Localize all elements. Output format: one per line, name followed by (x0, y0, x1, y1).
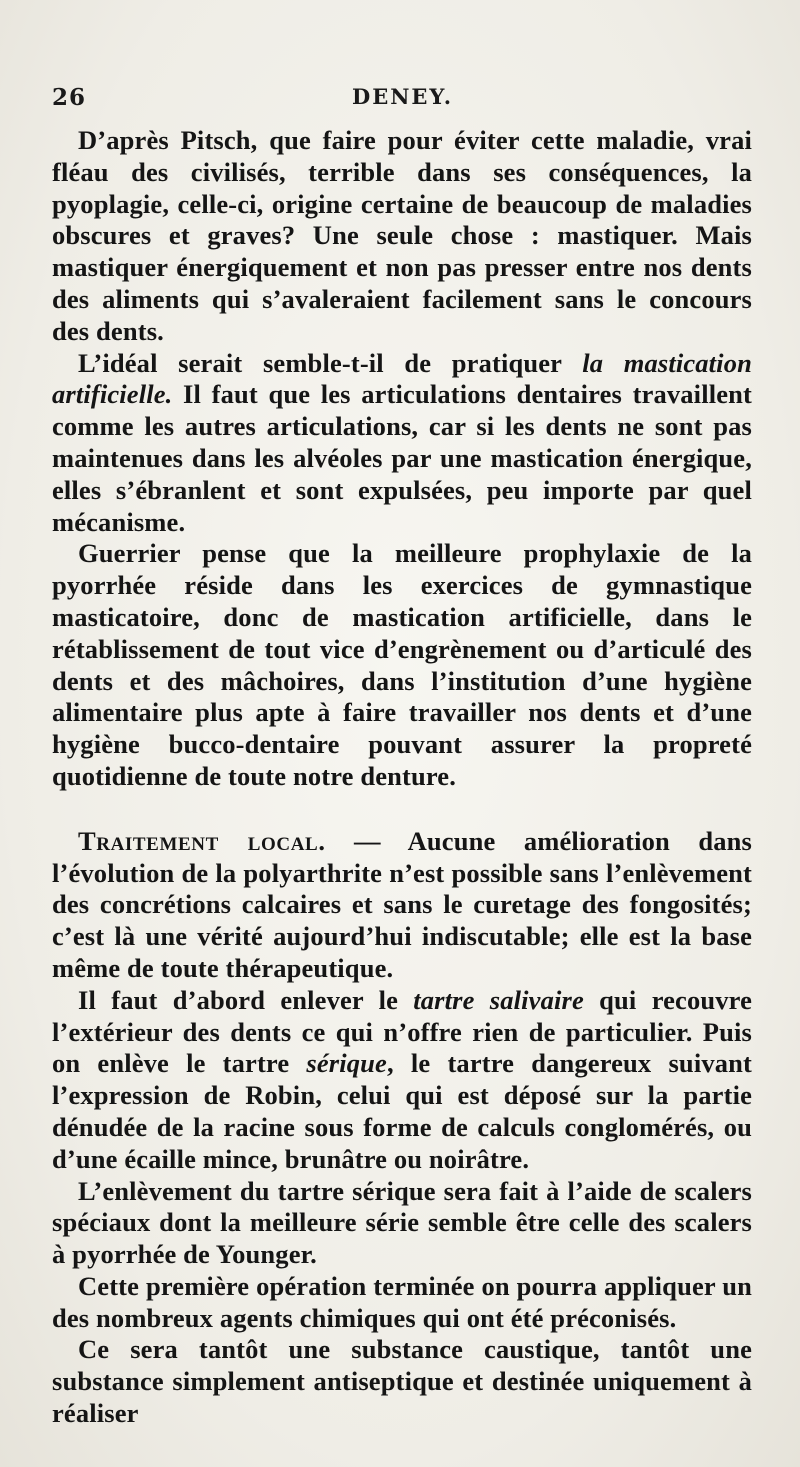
page-header (52, 84, 752, 120)
emphasis-tartre-salivaire: tartre salivaire (413, 984, 584, 1015)
paragraph-tartre-middle: qui recouvre l’extérieur des dents ce qui n’offre rien de particulier. Puis on enlève le tartre (52, 984, 752, 1079)
paragraph-traitement-body: — Aucune amélioration dans l’évolution de la polyarthrite n’est possible sans l’enlèvement des concrétions calcaires et sans le curetage des fongosités; c’est là une vérité aujourd’hui indiscutable; elle est la base même de toute thérapeutique. (52, 825, 752, 983)
paragraph-traitement (52, 826, 752, 985)
paragraph-operation: Cette première opération terminée on pourra appliquer un des nombreux agents chimiques qui ont été préconisés. (52, 1270, 752, 1333)
paragraph-ideal (52, 348, 752, 539)
body-text (52, 125, 752, 1430)
section-heading: Traitement local. (78, 825, 326, 856)
paragraph-ideal-start: L’idéal serait semble-t-il de pratiquer (78, 347, 583, 378)
emphasis-serique: sérique (306, 1048, 387, 1079)
paragraph-enlevement: L’enlèvement du tartre sérique sera fait à l’aide de scalers spéciaux dont la meilleure série semble être celle des scalers à pyorrhée de Younger. (52, 1175, 752, 1270)
running-head: DENEY. (352, 84, 454, 109)
emphasis-mastication: la mastication artificielle. (52, 347, 752, 410)
page-number: 26 (52, 84, 87, 111)
paragraph-ideal-end: Il faut que les articulations dentaires travaillent comme les autres articulations, car si les dents ne sont pas maintenues dans les alvéoles par une mastication énergique, elles s’ébranlent et sont expulsées, peu importe par quel mécanisme. (52, 379, 752, 537)
paragraph-guerrier: Guerrier pense que la meilleure prophylaxie de la pyorrhée réside dans les exercices de gymnastique masticatoire, donc de mastication artificielle, dans le rétablissement de tout vice d’engrènement ou d’articulé des dents et des mâchoires, dans l’institution d’une hygiène alimentaire plus apte à faire travailler nos dents et d’une hygiène bucco-dentaire pouvant assurer la propreté quotidienne de toute notre denture. (52, 538, 752, 791)
paragraph-tartre-start: Il faut d’abord enlever le (78, 984, 414, 1015)
paragraph-tartre-end: , le tartre dangereux suivant l’expression de Robin, celui qui est déposé sur la partie dénudée de la racine sous forme de calculs conglomérés, ou d’une écaille mince, brunâtre ou noirâtre. (52, 1048, 752, 1174)
paragraph-substance: Ce sera tantôt une substance caustique, tantôt une substance simplement antiseptique et destinée uniquement à réaliser (52, 1334, 752, 1429)
paragraph-pitsch: D’après Pitsch, que faire pour éviter cette maladie, vrai fléau des civilisés, terrible dans ses conséquences, la pyoplagie, celle-ci, origine certaine de beaucoup de maladies obscures et graves? Une seule chose : mastiquer. Mais mastiquer énergiquement et non pas presser entre nos dents des aliments qui s’avaleraient facilement sans le concours des dents. (52, 125, 752, 346)
paragraph-tartre (52, 985, 752, 1176)
